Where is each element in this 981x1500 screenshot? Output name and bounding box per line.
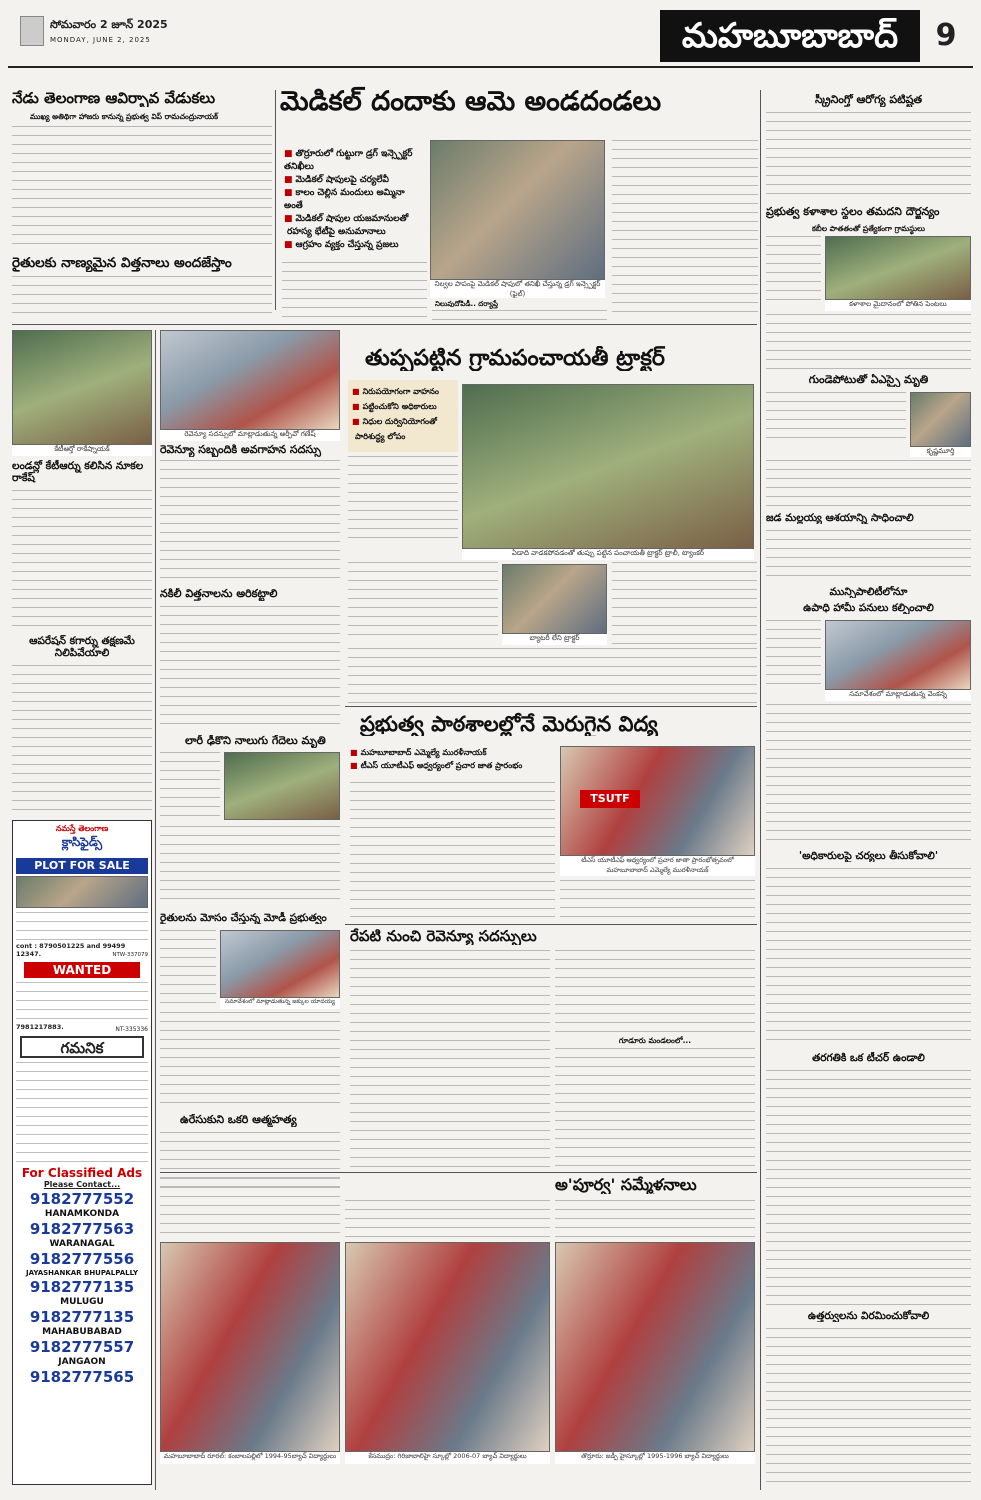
govt-land-subhead: కబీల పాతతంతో ప్రత్యేకంగా గ్రామస్థులు bbox=[812, 224, 925, 233]
article-body bbox=[555, 1200, 755, 1240]
column-divider bbox=[760, 90, 761, 1490]
article-body bbox=[348, 562, 498, 642]
article-body bbox=[12, 665, 152, 815]
reunion-photo-1 bbox=[160, 1242, 340, 1452]
fake-seeds-headline: నకిలీ విత్తనాలను అరికట్టాలి bbox=[160, 588, 278, 600]
plot-contact: cont : 8790501225 and 99499 12347. bbox=[16, 942, 126, 958]
bullet-item: ■ మహబూబాబాద్ ఎమ్మెల్యే మురళీనాయక్ bbox=[350, 748, 487, 757]
one-teacher-headline: తరగతికి ఒక టీచర్ ఉండాలి bbox=[812, 1052, 925, 1064]
reunion-caption-2: కేసముద్రం: గిరిజాబాలిహై స్కూల్లో 2006-07 బ్యాచ్ విద్యార్థులు bbox=[345, 1452, 550, 1464]
section-divider bbox=[345, 706, 757, 707]
revenue-photo-caption: రెవెన్యూ సదస్సులో మాట్లాడుతున్న అర్పీవో గణేష్ bbox=[160, 430, 340, 441]
medical-dateline: నిలువుదోపిడీ.. దర్యాప్తే bbox=[435, 300, 498, 308]
govt-school-photo-caption: టీఎస్ యూటీఎఫ్ ఆధ్వర్యంలో ప్రచార జాతా ప్రారంభోత్సవంలో మహబూబాబాద్ ఎమ్మెల్యే మురళీనాయక్ bbox=[560, 856, 755, 876]
classified-contacts bbox=[16, 1166, 148, 1484]
section-divider bbox=[160, 1172, 757, 1173]
govt-school-headline: ప్రభుత్వ పాఠశాలల్లోనే మెరుగైన విద్య bbox=[360, 712, 658, 736]
section-title: మహబూబాబాద్ bbox=[660, 10, 920, 62]
contact-city: HANAMKONDA bbox=[44, 1209, 120, 1219]
column-divider bbox=[155, 330, 156, 1490]
contact-title: For Classified Ads bbox=[21, 1166, 143, 1180]
contact-number[interactable]: 9182777135 bbox=[29, 1278, 135, 1296]
article-body bbox=[350, 950, 550, 1090]
article-body bbox=[160, 1178, 340, 1238]
contact-city: WARANAGAL bbox=[49, 1239, 115, 1249]
revenue-sessions-subhead: గూడూరు మండలంలో... bbox=[618, 1036, 692, 1045]
govt-school-bullets bbox=[350, 746, 570, 778]
article-body bbox=[350, 782, 555, 912]
article-body bbox=[160, 752, 220, 822]
modi-headline: రైతులను మోసం చేస్తున్న మోడీ ప్రభుత్వం bbox=[160, 912, 327, 924]
contact-number[interactable]: 9182777552 bbox=[29, 1190, 135, 1208]
rusted-tractor-photo bbox=[462, 384, 754, 549]
screening-headline: స్క్రీనింగ్తో ఆరోగ్య పటిష్టత bbox=[814, 94, 923, 106]
seeds-headline: రైతులకు నాణ్యమైన విత్తనాలు అందజేస్తాం bbox=[12, 256, 232, 271]
reunion-photo-3 bbox=[555, 1242, 755, 1452]
date-english: MONDAY, JUNE 2, 2025 bbox=[50, 36, 151, 44]
formation-day-subhead: ముఖ్య అతిథిగా హాజరు కానున్న ప్రభుత్వ విప్ రామచంద్రునాయక్ bbox=[30, 112, 219, 121]
operation-kagar-headline: ఆపరేషన్ కగార్ను తక్షణమే నిలిపివేయాలి bbox=[29, 635, 135, 660]
classifieds-title: క్లాసిఫైడ్స్ bbox=[61, 835, 103, 849]
article-body bbox=[766, 530, 971, 582]
article-body bbox=[160, 606, 340, 726]
tractor-photo-caption: ఏడాది వాడకపోవడంతో తుప్పు పట్టిన పంచాయతీ ట్రాక్టర్ ట్రాలీ, ట్యాంకర్ bbox=[462, 549, 754, 560]
contact-city: MAHABUBABAD bbox=[42, 1327, 122, 1337]
bullet-item: ■ కాలం చెల్లిన మందులు అమ్మినా అంతే bbox=[284, 188, 405, 211]
article-body bbox=[766, 112, 971, 202]
contact-city: JANGAON bbox=[58, 1357, 106, 1367]
formation-day-headline: నేడు తెలంగాణ ఆవిర్భావ వేడుకలు bbox=[12, 90, 216, 107]
municipality-headline-2: ఉపాధి హామీ పనులు కల్పించాలి bbox=[803, 602, 934, 614]
paper-logo bbox=[20, 16, 44, 46]
plot-code: NTW-337079 bbox=[112, 952, 148, 958]
article-body bbox=[350, 1094, 550, 1168]
ktr-photo-caption: కేటీఆర్తో రాకేష్నాయక్ bbox=[12, 445, 152, 456]
tractor-headline: తుప్పపట్టిన గ్రామపంచాయతీ ట్రాక్టర్ bbox=[365, 346, 665, 371]
wanted-phone: 7981217883. bbox=[16, 1023, 64, 1031]
article-body bbox=[555, 1048, 755, 1168]
article-body bbox=[766, 460, 971, 508]
modi-meeting-photo bbox=[220, 930, 340, 998]
contact-city: JAYASHANKAR BHUPALPALLY bbox=[25, 1269, 139, 1277]
ktr-photo bbox=[12, 330, 152, 445]
bullet-item: ■ తొర్రూరులో గుట్టుగా డ్రగ్ ఇన్స్పెక్టర్ తనిఖీలు bbox=[284, 149, 413, 172]
plot-photo bbox=[16, 876, 148, 908]
heart-attack-headline: గుండెపోటుతో ఏఎస్సై మృతి bbox=[808, 374, 929, 386]
ad-body bbox=[16, 912, 148, 940]
article-body bbox=[350, 916, 555, 920]
date-telugu: సోమవారం 2 జూన్ 2025 bbox=[50, 18, 168, 31]
battery-photo bbox=[502, 564, 607, 634]
lorry-headline: లారీ ఢీకొని నాలుగు గేదెలు మృతి bbox=[185, 735, 326, 747]
reunion-caption-3: తొర్రూరు: జడ్పీ హైస్కూల్లో 1995-1996 బ్యాచ్ విద్యార్థులు bbox=[555, 1452, 755, 1464]
contact-city: MULUGU bbox=[60, 1297, 104, 1307]
asi-photo bbox=[910, 392, 971, 447]
reunion-headline: అ'పూర్వ' సమ్మేళనాలు bbox=[555, 1176, 697, 1194]
bullet-item: ■ నిరుపయోగంగా వాహనం bbox=[352, 387, 439, 396]
exams-headline: ఉత్తర్వులను విరమించుకోవాలి bbox=[807, 1310, 930, 1322]
article-body bbox=[560, 880, 755, 920]
battery-photo-caption: బ్యాటరీ లేని ట్రాక్టర్ bbox=[502, 634, 607, 645]
bullet-item: పారిశుద్ధ్య లోపం bbox=[355, 432, 406, 441]
college-ground-photo bbox=[825, 236, 971, 300]
bullet-item: ■ మెడికల్ షాపులపై చర్యలేవీ bbox=[284, 175, 389, 185]
notice-title: గమనిక bbox=[20, 1036, 144, 1058]
bullet-item: ■ మెడికల్ షాపుల యజమానులతో bbox=[284, 214, 409, 224]
tsutf-banner: TSUTF bbox=[580, 790, 640, 808]
article-body bbox=[766, 236, 821, 306]
modi-photo-caption: సమావేశంలో మాట్లాడుతున్న జక్కుల యాదయ్య bbox=[220, 998, 340, 1009]
article-body bbox=[766, 392, 906, 442]
article-body bbox=[432, 310, 607, 322]
article-body bbox=[348, 648, 757, 703]
article-body bbox=[612, 562, 757, 647]
section-divider bbox=[345, 924, 757, 925]
municipality-meeting-photo bbox=[825, 620, 971, 690]
college-photo-caption: కళాశాల మైదానంలో పోతిన పెంటలు bbox=[825, 300, 971, 311]
plot-for-sale-title: PLOT FOR SALE bbox=[16, 858, 148, 874]
buffaloes-photo bbox=[224, 752, 340, 820]
article-body bbox=[12, 126, 272, 250]
medical-photo bbox=[430, 140, 605, 280]
govt-land-headline: ప్రభుత్వ కళాశాల స్థలం తమదని దౌర్జన్యం bbox=[766, 206, 940, 218]
article-body bbox=[766, 1328, 971, 1488]
classifieds-brand: నమస్తే తెలంగాణ bbox=[55, 824, 109, 833]
municipality-photo-caption: సమావేశంలో మాట్లాడుతున్న వెంకన్న bbox=[825, 690, 971, 701]
article-body bbox=[555, 950, 755, 1032]
london-headline: లండన్లో కేటీఆర్ను కలిసిన నూకల రాకేష్ bbox=[12, 460, 144, 485]
article-body bbox=[282, 262, 427, 320]
medical-bullets bbox=[284, 148, 424, 258]
suicide-headline: ఉరేసుకుని ఒకరి ఆత్మహత్య bbox=[180, 1114, 297, 1126]
ad-body bbox=[16, 1062, 148, 1162]
revenue-hall-headline: రెవెన్యూ సబ్బందికి అవగాహన సదస్సు bbox=[160, 444, 321, 456]
article-body bbox=[766, 868, 971, 1048]
wanted-code: NT-335336 bbox=[115, 1026, 148, 1033]
article-body bbox=[766, 704, 971, 846]
article-body bbox=[345, 1200, 550, 1240]
revenue-sessions-headline: రేపటి నుంచి రెవెన్యూ సదస్సులు bbox=[350, 928, 537, 945]
medical-photo-caption: నిల్వల పాపంపై మెడికల్ షాపులో తనిఖీ చేస్తున్న డ్రగ్ ఇన్స్పెక్టర్ (ఫైల్) bbox=[430, 280, 605, 298]
article-body bbox=[160, 930, 216, 1008]
revenue-meeting-photo bbox=[160, 330, 340, 430]
reunion-caption-1: మహబూబాబాద్ రూరల్: కంబాలపల్లిలో 1994-95బ్యాచ్ విద్యార్థులు bbox=[160, 1452, 340, 1464]
asi-photo-caption: కృష్ణమూర్తి bbox=[910, 447, 971, 457]
article-body bbox=[348, 456, 458, 546]
article-body bbox=[766, 1070, 971, 1306]
contact-subtitle: Please Contact... bbox=[43, 1180, 121, 1189]
article-body bbox=[612, 140, 758, 320]
page-number: 9 bbox=[935, 18, 957, 53]
column-divider bbox=[275, 90, 276, 310]
contact-number[interactable]: 9182777135 bbox=[29, 1308, 135, 1326]
contact-number[interactable]: 9182777565 bbox=[29, 1368, 135, 1386]
article-body bbox=[160, 826, 340, 906]
ad-body bbox=[16, 982, 148, 1022]
contact-number[interactable]: 9182777557 bbox=[29, 1338, 135, 1356]
reunion-photo-2 bbox=[345, 1242, 550, 1452]
bullet-item: రహస్య భేటీపై అనుమానాలు bbox=[287, 227, 386, 237]
article-body bbox=[12, 490, 152, 630]
bullet-item: ■ ఆగ్రహం వ్యక్తం చేస్తున్న ప్రజలు bbox=[284, 240, 399, 250]
contact-number[interactable]: 9182777556 bbox=[29, 1250, 135, 1268]
wanted-title: WANTED bbox=[24, 962, 140, 978]
medical-headline: మెడికల్ దందాకు ఆమె అండదండలు bbox=[280, 86, 662, 117]
tractor-bullets bbox=[348, 380, 458, 452]
article-body bbox=[160, 1012, 340, 1110]
bullet-item: ■ పట్టించుకోని అధికారులు bbox=[352, 402, 437, 411]
contact-number[interactable]: 9182777563 bbox=[29, 1220, 135, 1238]
article-body bbox=[766, 314, 971, 370]
article-body bbox=[160, 460, 340, 580]
classifieds-header bbox=[16, 824, 148, 854]
bullet-item: ■ నిధుల దుర్వినియోగంతో bbox=[352, 417, 437, 426]
officers-headline: 'అధికారులపై చర్యలు తీసుకోవాలి' bbox=[798, 850, 939, 862]
article-body bbox=[766, 620, 821, 690]
janda-headline: జడ మల్లయ్య ఆశయాన్ని సాధించాలి bbox=[766, 512, 914, 524]
article-body bbox=[12, 276, 272, 318]
section-divider bbox=[12, 324, 757, 325]
bullet-item: ■ టీఎస్ యూటీఎఫ్ ఆధ్వర్యంలో ప్రచార జాత ప్రారంభం bbox=[350, 761, 523, 770]
municipality-headline-1: మున్సిపాలిటీలోనూ bbox=[829, 586, 908, 598]
